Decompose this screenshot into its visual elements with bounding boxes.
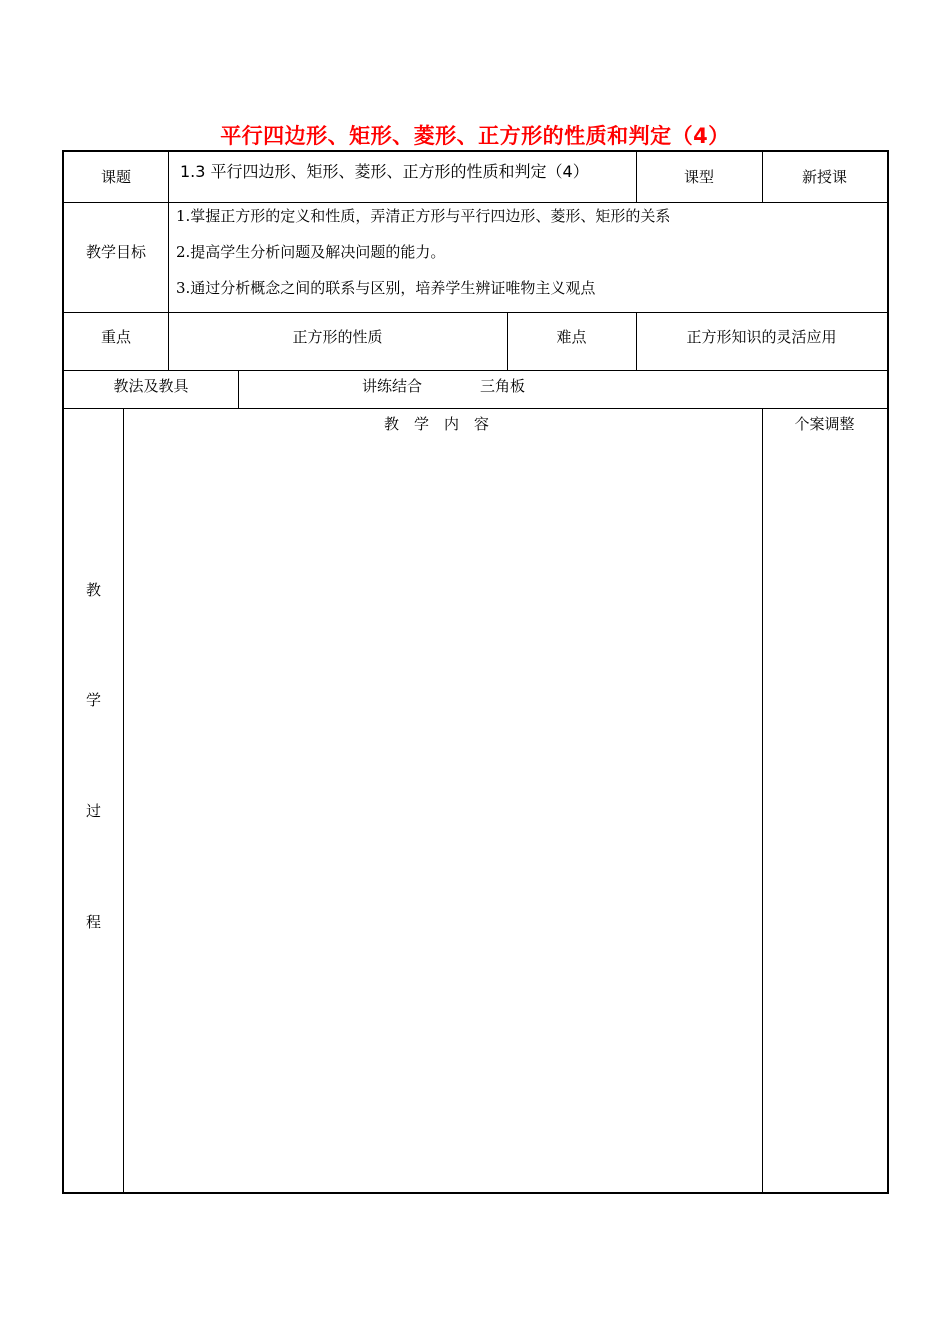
teaching-tool-value: 三角板 [480, 377, 526, 395]
goal-item: 1.掌握正方形的定义和性质，弄清正方形与平行四边形、菱形、矩形的关系 [176, 207, 671, 225]
difficulty-value: 正方形知识的灵活应用 [686, 328, 837, 346]
topic-label: 课题 [100, 168, 131, 186]
goal-item: 3.通过分析概念之间的联系与区别，培养学生辨证唯物主义观点 [176, 279, 596, 297]
goals-label: 教学目标 [85, 243, 146, 261]
lesson-type-label: 课型 [683, 168, 714, 186]
col-divider [168, 152, 169, 202]
content-header: 教 学 内 容 [384, 415, 490, 433]
method-value: 讲练结合 [362, 377, 423, 395]
process-label-char: 过 [85, 802, 101, 820]
key-point-value: 正方形的性质 [292, 328, 383, 346]
col-divider [238, 370, 239, 408]
difficulty-label: 难点 [556, 328, 587, 346]
row-divider [64, 408, 887, 409]
lesson-plan-table [62, 150, 889, 1194]
process-label-char: 程 [85, 913, 101, 931]
key-point-label: 重点 [100, 328, 131, 346]
case-adjustment-header: 个案调整 [794, 415, 855, 433]
col-divider [168, 202, 169, 312]
process-label-char: 学 [85, 691, 101, 709]
adjustment-area [763, 437, 887, 1192]
method-label: 教法及教具 [113, 377, 189, 395]
process-label-char: 教 [85, 581, 101, 599]
lesson-type-value: 新授课 [801, 168, 847, 186]
row-divider [64, 202, 887, 203]
row-divider [64, 312, 887, 313]
topic-value: 1.3 平行四边形、矩形、菱形、正方形的性质和判定（4） [180, 162, 589, 181]
row-divider [64, 370, 887, 371]
goal-item: 2.提高学生分析问题及解决问题的能力。 [176, 243, 446, 261]
document-title: 平行四边形、矩形、菱形、正方形的性质和判定（4） [220, 124, 730, 148]
content-area [124, 437, 762, 1192]
